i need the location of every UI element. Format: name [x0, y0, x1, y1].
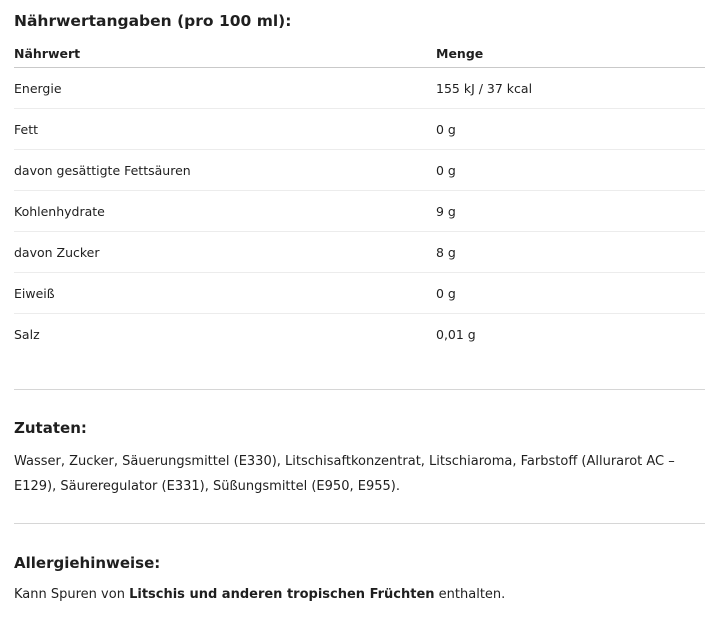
- nutrient-name: davon Zucker: [14, 232, 436, 273]
- nutrient-name: davon gesättigte Fettsäuren: [14, 150, 436, 191]
- column-header-nutrient: Nährwert: [14, 40, 436, 68]
- nutrient-amount: 0,01 g: [436, 326, 476, 342]
- allergens-text-after: enthalten.: [434, 587, 506, 602]
- allergens-text: [14, 582, 704, 607]
- nutrient-name: Eiweiß: [14, 273, 436, 314]
- table-row: [14, 68, 705, 109]
- nutrition-table: [14, 40, 705, 354]
- table-row: [14, 150, 705, 191]
- nutrient-amount: 0 g: [436, 273, 705, 314]
- nutrient-amount: 9 g: [436, 191, 705, 232]
- table-row: [14, 109, 705, 150]
- nutrient-name: Kohlenhydrate: [14, 191, 436, 232]
- nutrition-table-header-row: [14, 40, 705, 68]
- section-divider: [14, 523, 705, 524]
- allergens-text-emphasis: Litschis und anderen tropischen Früchten: [129, 587, 435, 602]
- column-header-amount: Menge: [436, 40, 705, 68]
- table-row: [14, 232, 705, 273]
- nutrient-amount: 8 g: [436, 232, 705, 273]
- nutrient-name: Salz: [14, 326, 40, 342]
- nutrient-name: Energie: [14, 68, 436, 109]
- table-row: [14, 314, 705, 355]
- nutrition-heading: Nährwertangaben (pro 100 ml):: [14, 12, 292, 30]
- section-divider: [14, 389, 705, 390]
- allergens-text-before: Kann Spuren von: [14, 587, 130, 602]
- nutrient-amount: 0 g: [436, 150, 705, 191]
- table-row: [14, 273, 705, 314]
- nutrient-amount: 155 kJ / 37 kcal: [436, 68, 705, 109]
- allergens-heading: Allergiehinweise:: [14, 554, 161, 572]
- table-row: [14, 191, 705, 232]
- nutrient-amount: 0 g: [436, 109, 705, 150]
- nutrient-name: Fett: [14, 109, 436, 150]
- ingredients-text: Wasser, Zucker, Säuerungsmittel (E330), Litschisaftkonzentrat, Litschiaroma, Farbstoff (Allurarot AC – E129), Säureregulator (E331), Süßungsmittel (E950, E955).: [14, 454, 675, 494]
- ingredients-heading: Zutaten:: [14, 419, 87, 437]
